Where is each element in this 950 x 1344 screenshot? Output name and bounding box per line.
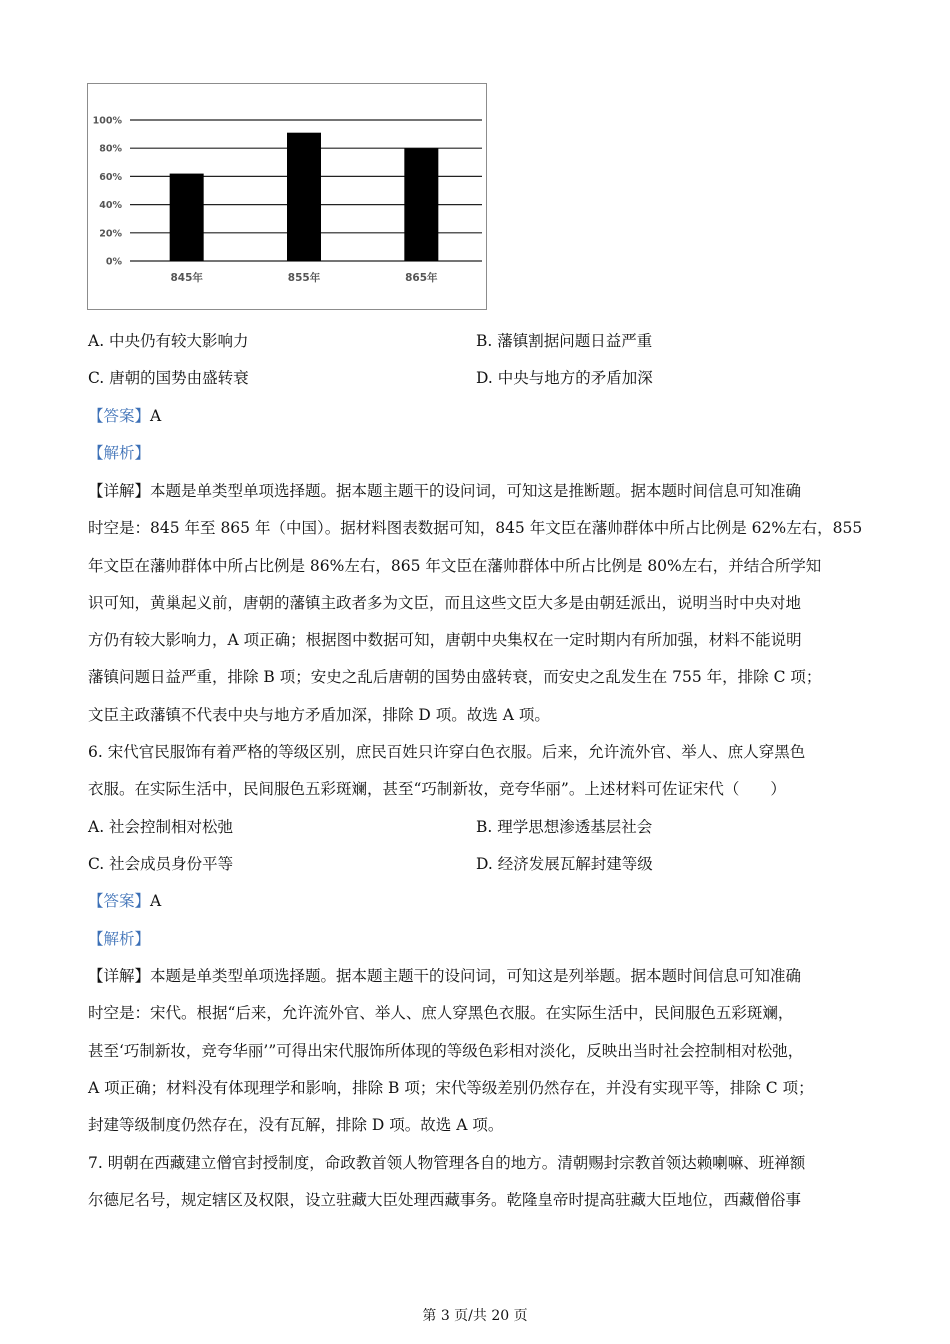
answer-value: A xyxy=(150,892,162,910)
answer-tag: 【答案】 xyxy=(88,407,151,425)
chart-canvas xyxy=(88,84,488,311)
y-tick-label: 100% xyxy=(92,115,122,127)
q6-analysis-tag: 【解析】 xyxy=(88,930,151,948)
x-category-label: 865年 xyxy=(405,272,438,284)
q6-detail-line: 时空是：宋代。根据“后来，允许流外官、举人、庶人穿黑色衣服。在实际生活中，民间服色五彩斑斓， xyxy=(88,1004,794,1022)
bar xyxy=(170,174,204,261)
q5-option-d: D. 中央与地方的矛盾加深 xyxy=(476,369,653,387)
q5-detail-line xyxy=(88,481,801,501)
q6-option-a: A. 社会控制相对松弛 xyxy=(88,818,234,836)
detail-tag: 【详解】 xyxy=(88,967,151,985)
q6-option-c: C. 社会成员身份平等 xyxy=(88,855,234,873)
q5-option-a: A. 中央仍有较大影响力 xyxy=(88,332,249,350)
q6-detail-line: A 项正确；材料没有体现理学和影响，排除 B 项；宋代等级差别仍然存在，并没有实现平等，排除 C 项； xyxy=(88,1079,814,1097)
q6-detail-line: 甚至‘巧制新妆，竞夸华丽’”可得出宋代服饰所体现的等级色彩相对淡化，反映出当时社会控制相对松弛， xyxy=(88,1042,804,1060)
q6-stem-line: 6. 宋代官民服饰有着严格的等级区别，庶民百姓只许穿白色衣服。后来，允许流外官、举人、庶人穿黑色 xyxy=(88,743,806,761)
q6-answer xyxy=(88,891,161,911)
x-category-label: 845年 xyxy=(170,272,203,284)
y-tick-label: 40% xyxy=(99,200,122,212)
q7-stem-line: 尔德尼名号，规定辖区及权限，设立驻藏大臣处理西藏事务。乾隆皇帝时提高驻藏大臣地位，西藏僧俗事 xyxy=(88,1191,802,1209)
detail-text: 本题是单类型单项选择题。据本题主题干的设问词，可知这是推断题。据本题时间信息可知准确 xyxy=(150,482,802,500)
q6-option-b: B. 理学思想渗透基层社会 xyxy=(476,818,653,836)
y-tick-label: 60% xyxy=(99,171,122,183)
bar xyxy=(287,133,321,261)
q6-detail-line: 封建等级制度仍然存在，没有瓦解，排除 D 项。故选 A 项。 xyxy=(88,1116,504,1134)
q5-detail-line: 时空是：845 年至 865 年（中国）。据材料图表数据可知，845 年文臣在藩帅群体中所占比例是 62%左右，855 xyxy=(88,519,863,537)
q6-stem-line: 衣服。在实际生活中，民间服色五彩斑斓，甚至“巧制新妆，竞夸华丽”。上述材料可佐证宋代（ ） xyxy=(88,780,786,798)
bar-chart xyxy=(87,83,487,310)
q5-detail-line: 识可知，黄巢起义前，唐朝的藩镇主政者多为文臣，而且这些文臣大多是由朝廷派出，说明当时中央对地 xyxy=(88,594,802,612)
q5-detail-line: 文臣主政藩镇不代表中央与地方矛盾加深，排除 D 项。故选 A 项。 xyxy=(88,706,550,724)
q6-option-d: D. 经济发展瓦解封建等级 xyxy=(476,855,653,873)
q5-answer xyxy=(88,406,161,426)
bar xyxy=(404,148,438,261)
detail-text: 本题是单类型单项选择题。据本题主题干的设问词，可知这是列举题。据本题时间信息可知准确 xyxy=(150,967,802,985)
answer-tag: 【答案】 xyxy=(88,892,151,910)
y-tick-label: 20% xyxy=(99,228,122,240)
detail-tag: 【详解】 xyxy=(88,482,151,500)
q5-option-c: C. 唐朝的国势由盛转衰 xyxy=(88,369,249,387)
q5-detail-line: 方仍有较大影响力，A 项正确；根据图中数据可知，唐朝中央集权在一定时期内有所加强，材料不能说明 xyxy=(88,631,802,649)
x-category-label: 855年 xyxy=(287,272,321,284)
q5-detail-line: 藩镇问题日益严重，排除 B 项；安史之乱后唐朝的国势由盛转衰，而安史之乱发生在 755 年，排除 C 项； xyxy=(88,668,822,686)
y-tick-label: 80% xyxy=(99,143,122,155)
q5-option-b: B. 藩镇割据问题日益严重 xyxy=(476,332,653,350)
y-tick-label: 0% xyxy=(105,256,122,268)
answer-value: A xyxy=(150,407,162,425)
q5-analysis-tag: 【解析】 xyxy=(88,444,151,462)
q6-detail-line xyxy=(88,966,801,986)
q5-detail-line: 年文臣在藩帅群体中所占比例是 86%左右，865 年文臣在藩帅群体中所占比例是 80%左右，并结合所学知 xyxy=(88,557,822,575)
q7-stem-line: 7. 明朝在西藏建立僧官封授制度，命政教首领人物管理各自的地方。清朝赐封宗教首领达赖喇嘛、班禅额 xyxy=(88,1154,806,1172)
page-number: 第 3 页/共 20 页 xyxy=(422,1308,528,1324)
